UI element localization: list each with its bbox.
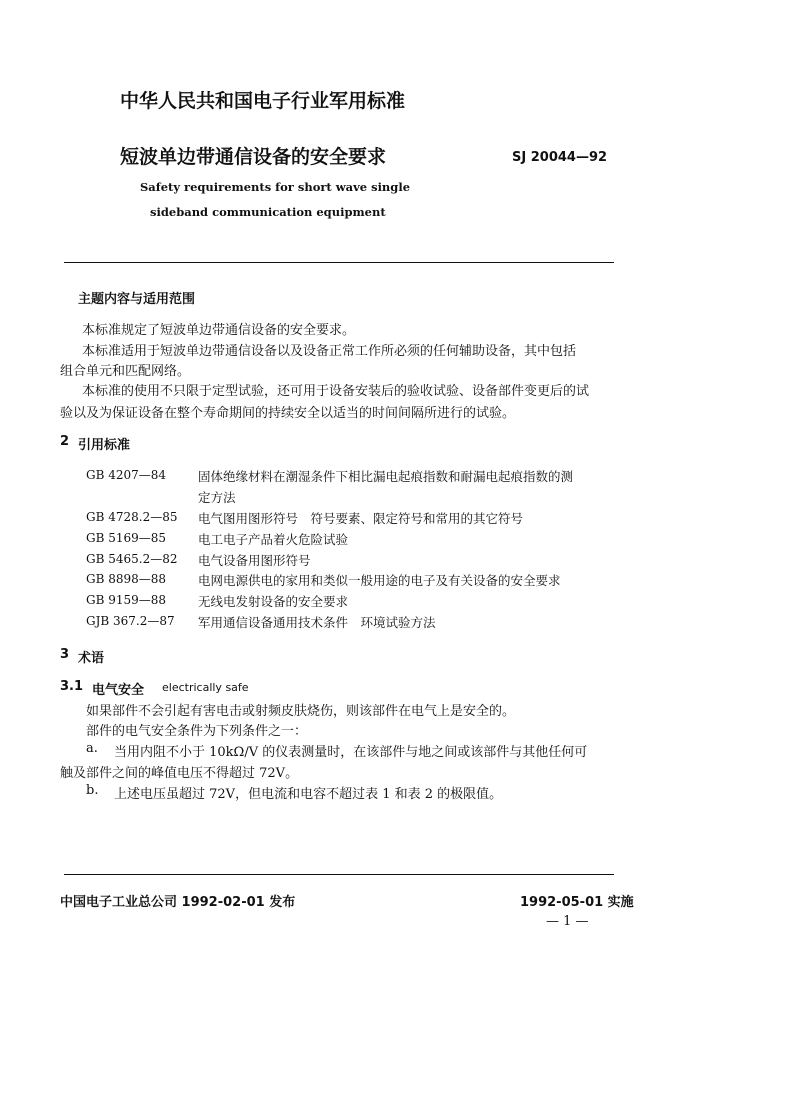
section-3-para-2: 部件的电气安全条件为下列条件之一： [86,724,308,739]
item-b-label: b. [86,783,99,798]
ref-code: GB 5169—85 [86,531,167,545]
english-title-line-2: sideband communication equipment [150,205,386,219]
document-title: 短波单边带通信设备的安全要求 [120,146,387,168]
section-1-para-3-line-2: 验以及为保证设备在整个寿命期间的持续安全以适当的时间间隔所进行的试验。 [60,406,516,421]
section-1-heading: 主题内容与适用范围 [78,292,196,307]
item-a-line-2: 触及部件之间的峰值电压不得超过 72V。 [60,766,299,781]
item-b-text: 上述电压虽超过 72V，但电流和电容不超过表 1 和表 2 的极限值。 [114,787,503,802]
ref-code: GJB 367.2—87 [86,614,175,628]
footer-divider [64,874,614,875]
issuing-authority-heading: 中华人民共和国电子行业军用标准 [120,90,406,112]
section-1-para-3-line-1: 本标准的使用不只限于定型试验，还可用于设备安装后的验收试验、设备部件变更后的试 [82,384,590,399]
standard-number: SJ 20044—92 [512,150,608,165]
ref-title: 电气图用图形符号 符号要素、限定符号和常用的其它符号 [198,511,524,526]
ref-title-continued: 定方法 [198,490,236,505]
ref-code: GB 4207—84 [86,468,167,482]
english-title-line-1: Safety requirements for short wave single [140,180,411,194]
issue-date: 中国电子工业总公司 1992-02-01 发布 [60,895,296,910]
section-1-para-2-line-1: 本标准适用于短波单边带通信设备以及设备正常工作所必须的任何辅助设备，其中包括 [82,344,577,359]
section-1-para-1: 本标准规定了短波单边带通信设备的安全要求。 [82,323,356,338]
ref-code: GB 8898—88 [86,572,167,586]
header-divider [64,262,614,263]
ref-code: GB 9159—88 [86,593,167,607]
ref-title: 固体绝缘材料在潮湿条件下相比漏电起痕指数和耐漏电起痕指数的测 [198,469,574,484]
ref-title: 电气设备用图形符号 [198,553,311,568]
section-3-para-1: 如果部件不会引起有害电击或射频皮肤烧伤，则该部件在电气上是安全的。 [86,704,516,719]
section-3-number: 3 [60,647,70,662]
subsection-3-1-heading: 电气安全 [92,683,145,698]
item-a-label: a. [86,741,98,756]
effective-date: 1992-05-01 实施 [520,895,634,910]
item-a-line-1: 当用内阻不小于 10kΩ/V 的仪表测量时，在该部件与地之间或该部件与其他任何可 [114,745,588,760]
section-2-heading: 引用标准 [78,438,131,453]
ref-title: 军用通信设备通用技术条件 环境试验方法 [198,615,436,630]
ref-title: 电工电子产品着火危险试验 [198,532,349,547]
section-1-para-2-line-2: 组合单元和匹配网络。 [60,364,191,379]
ref-code: GB 4728.2—85 [86,510,178,524]
ref-title: 电网电源供电的家用和类似一般用途的电子及有关设备的安全要求 [198,573,561,588]
subsection-3-1-number: 3.1 [60,679,84,694]
section-2-number: 2 [60,434,70,449]
page-number: — 1 — [546,914,589,929]
ref-title: 无线电发射设备的安全要求 [198,594,349,609]
subsection-3-1-english-term: electrically safe [162,681,249,694]
section-3-heading: 术语 [78,651,105,666]
ref-code: GB 5465.2—82 [86,552,178,566]
